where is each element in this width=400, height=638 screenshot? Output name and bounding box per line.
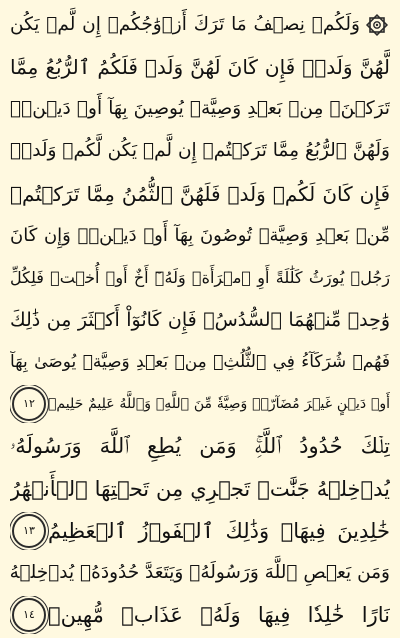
- verse-line: [10, 343, 390, 381]
- verse-line: [10, 427, 390, 465]
- verse-text: تِلۡكَ حُدُودُ ٱللَّهِۚ وَمَن يُطِعِ ٱللَّهَ وَرَسُولَهُۥ: [10, 434, 390, 459]
- verse-line: [10, 596, 390, 634]
- verse-line: [10, 301, 390, 339]
- ayah-number-marker: ١٢: [12, 387, 46, 421]
- verse-line: [10, 217, 390, 255]
- verse-line: [10, 48, 390, 86]
- rub-el-hizb-icon: [364, 12, 390, 38]
- ayah-number-marker: ١٣: [12, 514, 46, 548]
- ayah-number-marker: ١٤: [12, 598, 46, 632]
- verse-line: [10, 6, 390, 44]
- verse-line: [10, 470, 390, 508]
- verse-text: لَّهُنَّ وَلَدٞۚ فَإِن كَانَ لَهُنَّ وَلَدٞ فَلَكُمُ ٱلرُّبُعُ مِمَّا: [10, 55, 390, 80]
- verse-text: يُدۡخِلۡهُ جَنَّٰتٖ تَجۡرِي مِن تَحۡتِهَا ٱلۡأَنۡهَٰرُ: [10, 476, 390, 501]
- verse-line: [10, 132, 390, 170]
- verse-text: فَإِن كَانَ لَكُمۡ وَلَدٞ فَلَهُنَّ ٱلثُّمُنُ مِمَّا تَرَكۡتُمۚ: [10, 181, 390, 206]
- verse-line: [10, 512, 390, 550]
- verse-text: نَارًا خَٰلِدٗا فِيهَا وَلَهُۥ عَذَابٞ مُّهِينٞ: [48, 602, 390, 627]
- verse-line: [10, 90, 390, 128]
- verse-lines: [10, 6, 390, 634]
- verse-text: فَهُمۡ شُرَكَآءُ فِي ٱلثُّلُثِۚ مِنۢ بَعۡدِ وَصِيَّةٖ يُوصَىٰ بِهَآ: [10, 352, 390, 373]
- verse-line: [10, 385, 390, 423]
- verse-text: تَرَكۡنَۚ مِنۢ بَعۡدِ وَصِيَّةٖ يُوصِينَ بِهَآ أَوۡ دَيۡنٖۚ: [10, 98, 390, 120]
- verse-line: [10, 554, 390, 592]
- verse-text: وَلَهُنَّ ٱلرُّبُعُ مِمَّا تَرَكۡتُمۡ إِن لَّمۡ يَكُن لَّكُمۡ وَلَدٞۚ: [10, 140, 390, 162]
- verse-text: مِّنۢ بَعۡدِ وَصِيَّةٖ تُوصُونَ بِهَآ أَوۡ دَيۡنٖۗ وَإِن كَانَ: [10, 224, 390, 246]
- verse-text: رَجُلٞ يُورَثُ كَلَٰلَةً أَوِ ٱمۡرَأَةٞ وَلَهُۥٓ أَخٌ أَوۡ أُخۡتٞ فَلِكُلِّ: [10, 267, 390, 287]
- verse-text: وَٰحِدٖ مِّنۡهُمَا ٱلسُّدُسُۚ فَإِن كَانُوٓاْ أَكۡثَرَ مِن ذَٰلِكَ: [10, 308, 390, 331]
- verse-line: [10, 175, 390, 213]
- verse-line: [10, 259, 390, 297]
- verse-text: أَوۡ دَيۡنٍ غَيۡرَ مُضَآرّٖۚ وَصِيَّةٗ مِّنَ ٱللَّهِۗ وَٱللَّهُ عَلِيمٌ حَلِيمٞ: [48, 396, 390, 413]
- verse-text: وَلَكُمۡ نِصۡفُ مَا تَرَكَ أَزۡوَٰجُكُمۡ إِن لَّمۡ يَكُن: [10, 14, 360, 35]
- verse-text: وَمَن يَعۡصِ ٱللَّهَ وَرَسُولَهُۥ وَيَتَعَدَّ حُدُودَهُۥ يُدۡخِلۡهُ: [10, 561, 390, 583]
- verse-text: خَٰلِدِينَ فِيهَاۚ وَذَٰلِكَ ٱلۡفَوۡزُ ٱلۡعَظِيمُ: [48, 518, 390, 543]
